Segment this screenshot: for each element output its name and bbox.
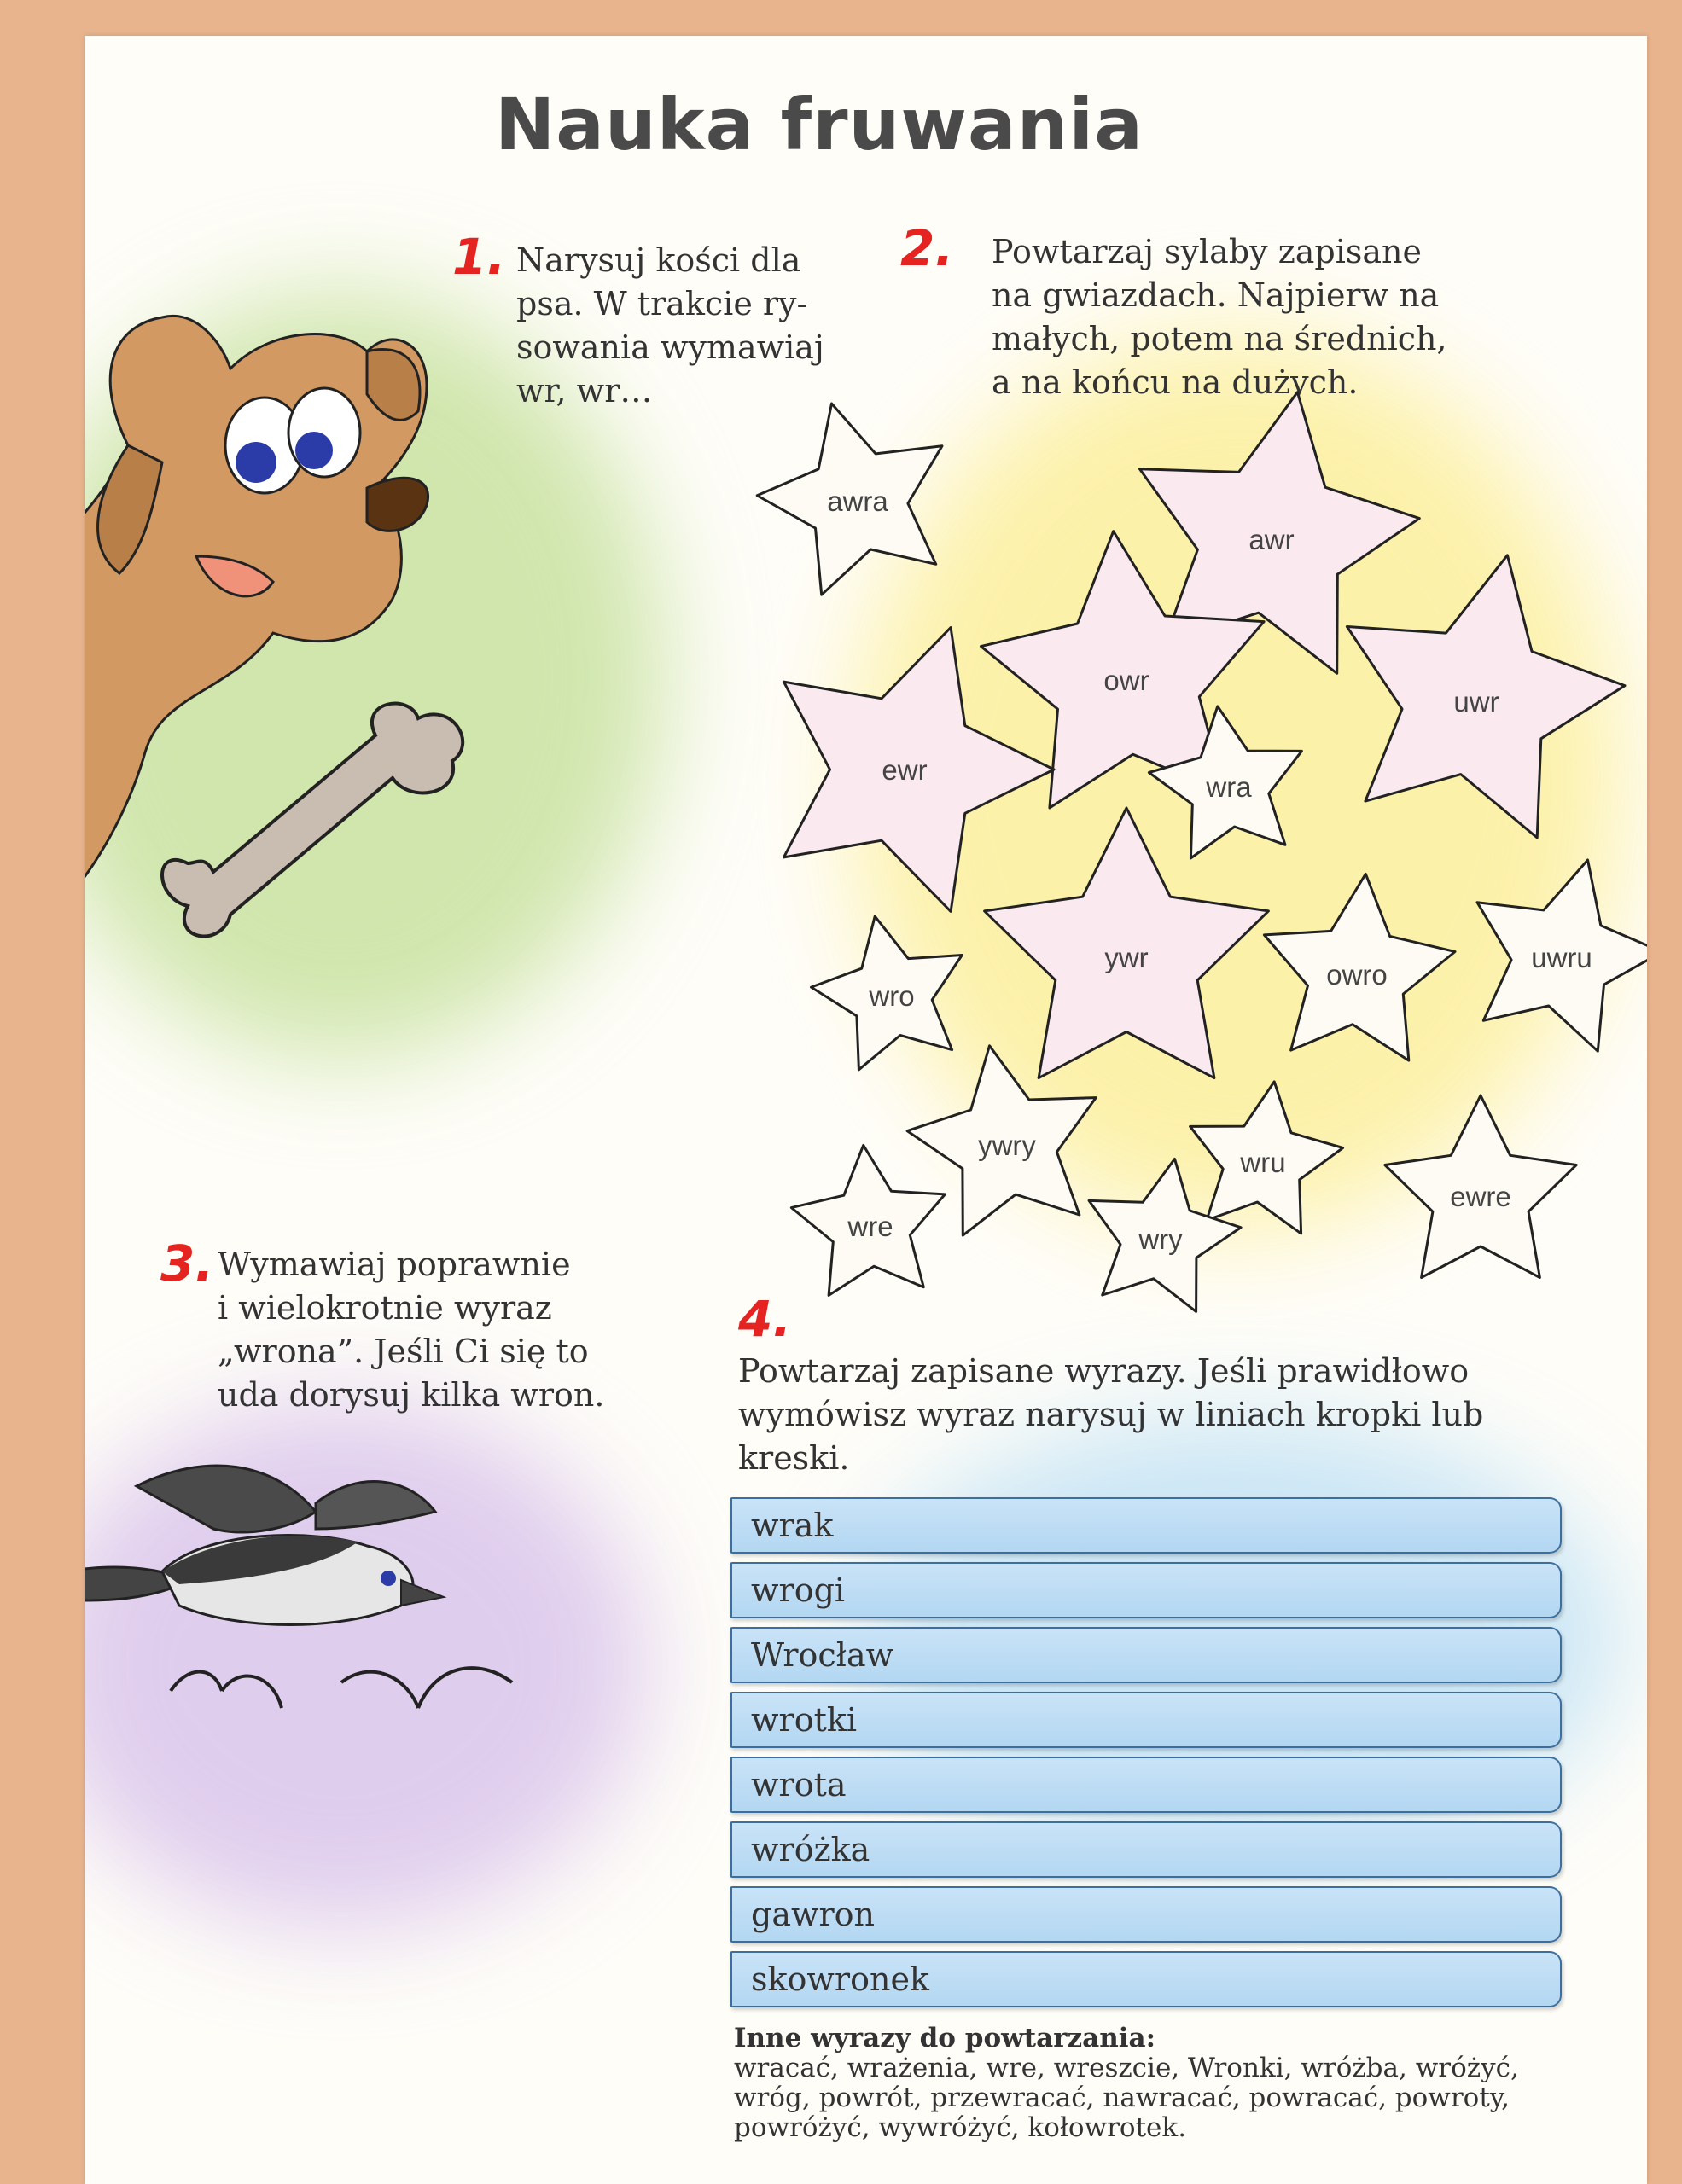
page-title: Nauka fruwania — [495, 83, 1144, 166]
star-uwr — [1347, 555, 1625, 838]
star-label: ywr — [1104, 942, 1149, 973]
star-label: awr — [1248, 524, 1295, 555]
star-label: ewre — [1450, 1181, 1511, 1212]
stars-group — [85, 36, 1647, 1358]
extra-line: powróżyć, wywróżyć, kołowrotek. — [734, 2112, 1187, 2143]
crow-eye — [381, 1571, 396, 1586]
word-lines — [730, 1497, 1562, 2016]
star-uwru — [1477, 860, 1647, 1051]
task2-line: małych, potem na średnich, — [992, 320, 1447, 357]
task2-number: 2. — [900, 219, 954, 277]
extra-heading: Inne wyrazy do powtarzania: — [734, 2023, 1156, 2053]
word-line[interactable] — [730, 1562, 1562, 1618]
star-wru — [1190, 1082, 1343, 1234]
star-label: wra — [1206, 771, 1252, 803]
word-label: gawron — [751, 1896, 876, 1933]
small-bird-right — [341, 1668, 512, 1708]
star-label: uwru — [1531, 942, 1592, 973]
star-wre — [791, 1145, 945, 1295]
task2-line: Powtarzaj sylaby zapisane — [992, 233, 1422, 270]
crow-illustration — [85, 1435, 546, 1793]
task3-line: „wrona”. Jeśli Ci się to — [218, 1333, 589, 1370]
crow-beak — [401, 1580, 444, 1606]
word-label: wrogi — [751, 1571, 846, 1609]
word-line[interactable] — [730, 1951, 1562, 2007]
word-line[interactable] — [730, 1886, 1562, 1943]
task3-text — [218, 1243, 604, 1417]
star-label: ewr — [882, 754, 928, 786]
star-owro — [1264, 874, 1455, 1060]
word-label: wrotki — [751, 1701, 858, 1739]
word-label: wrak — [751, 1507, 834, 1544]
star-label: ywry — [978, 1130, 1036, 1161]
task3-line: uda dorysuj kilka wron. — [218, 1376, 605, 1414]
worksheet-page — [85, 36, 1647, 2184]
word-line[interactable] — [730, 1757, 1562, 1813]
star-label: owro — [1326, 959, 1388, 990]
extra-words — [734, 2024, 1596, 2143]
task4-number: 4. — [738, 1290, 792, 1348]
small-bird-left — [171, 1672, 282, 1709]
task1-number: 1. — [452, 228, 506, 286]
word-label: skowronek — [751, 1960, 929, 1998]
task3-line: i wielokrotnie wyraz — [218, 1289, 552, 1327]
task1-line: psa. W trakcie ry- — [516, 285, 808, 322]
task2-line: na gwiazdach. Najpierw na — [992, 276, 1440, 314]
word-label: wrota — [751, 1766, 847, 1804]
word-label: wróżka — [751, 1831, 870, 1868]
star-label: wro — [869, 980, 915, 1012]
star-label: owr — [1103, 665, 1149, 696]
word-line[interactable] — [730, 1497, 1562, 1554]
task4-line: Powtarzaj zapisane wyrazy. Jeśli prawidłowo — [738, 1352, 1470, 1390]
task2-line: a na końcu na dużych. — [992, 363, 1359, 401]
task1-line: sowania wymawiaj — [516, 328, 824, 366]
task1-line: Narysuj kości dla — [516, 241, 801, 279]
extra-line: wracać, wrażenia, wre, wreszcie, Wronki, wróżba, wróżyć, — [734, 2053, 1519, 2083]
word-line[interactable] — [730, 1692, 1562, 1748]
crow-wing-top — [137, 1466, 316, 1532]
task4-line: kreski. — [738, 1439, 850, 1477]
star-label: uwr — [1453, 686, 1499, 717]
word-line[interactable] — [730, 1627, 1562, 1683]
star-label: wru — [1240, 1147, 1286, 1178]
star-label: awra — [827, 485, 888, 517]
task3-number: 3. — [160, 1234, 214, 1292]
star-label: wre — [847, 1211, 893, 1242]
star-awra — [757, 404, 942, 595]
star-ywr — [985, 808, 1269, 1078]
star-ewre — [1385, 1095, 1576, 1278]
task1-line: wr, wr… — [516, 372, 653, 410]
word-line[interactable] — [730, 1821, 1562, 1878]
extra-line: wróg, powrót, przewracać, nawracać, powracać, powroty, — [734, 2082, 1510, 2113]
task3-line: Wymawiaj poprawnie — [218, 1246, 571, 1283]
word-label: Wrocław — [751, 1636, 894, 1674]
star-label: wry — [1138, 1223, 1183, 1255]
task4-text — [738, 1350, 1483, 1480]
star-wro — [812, 916, 963, 1070]
task4-line: wymówisz wyraz narysuj w liniach kropki lub — [738, 1396, 1484, 1433]
crow-wing-right — [316, 1482, 435, 1529]
